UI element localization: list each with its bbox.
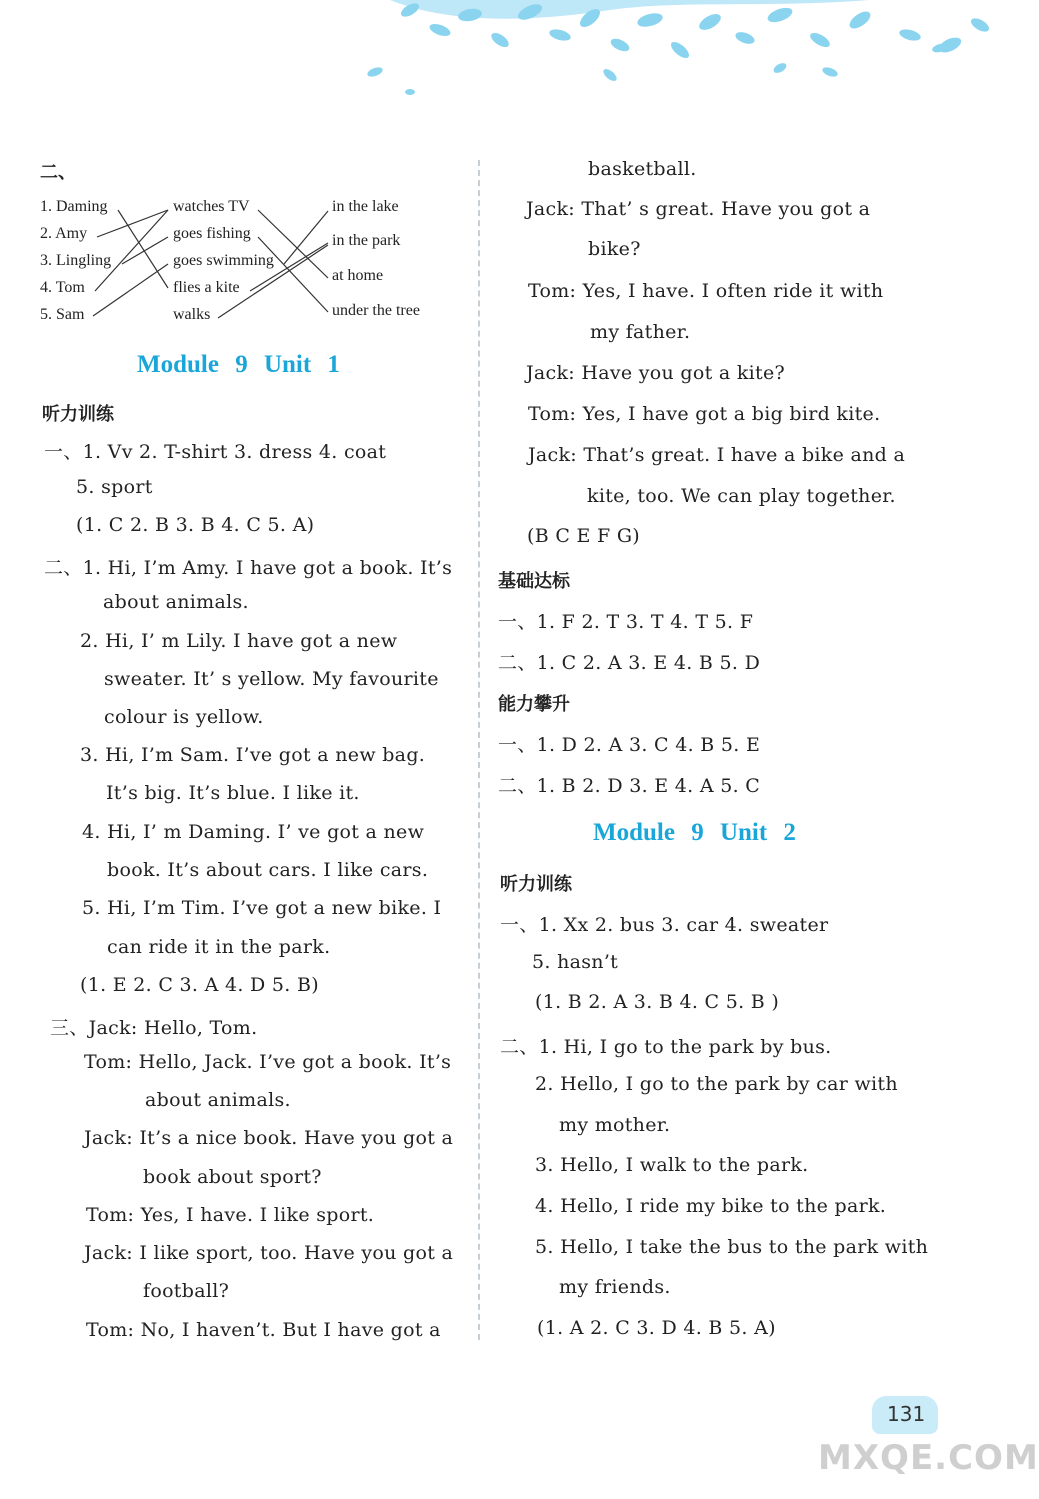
section-2-label: 二、 xyxy=(40,162,76,183)
answer-line: (1. E 2. C 3. A 4. D 5. B) xyxy=(80,974,319,996)
matching-place-1: in the lake xyxy=(332,198,399,215)
answer-line: 3. Hi, I’m Sam. I’ve got a new bag. xyxy=(80,744,426,766)
answer-line: 5. sport xyxy=(76,476,153,498)
answer-line: bike? xyxy=(588,238,641,260)
answer-line: 4. Hello, I ride my bike to the park. xyxy=(535,1195,887,1217)
heading-nengli: 能力攀升 xyxy=(498,694,570,715)
heading-tingli-1: 听力训练 xyxy=(42,404,114,425)
matching-action-2: goes fishing xyxy=(173,225,251,242)
answer-line: (1. A 2. C 3. D 4. B 5. A) xyxy=(537,1317,776,1339)
answer-line: (1. B 2. A 3. B 4. C 5. B ) xyxy=(535,991,780,1013)
matching-place-3: at home xyxy=(332,267,384,284)
matching-action-3: goes swimming xyxy=(173,252,274,269)
matching-place-4: under the tree xyxy=(332,302,420,319)
answer-line: my father. xyxy=(590,321,691,343)
answer-line: 5. Hello, I take the bus to the park with xyxy=(535,1236,929,1258)
answer-line: Jack: It’s a nice book. Have you got a xyxy=(84,1127,454,1149)
matching-action-4: flies a kite xyxy=(173,279,240,296)
heading-jichu: 基础达标 xyxy=(498,571,570,592)
answer-line: Jack: That’ s great. Have you got a xyxy=(526,198,871,220)
matching-name-4: 4. Tom xyxy=(40,279,85,296)
answer-line: (B C E F G) xyxy=(527,525,641,547)
answer-line: can ride it in the park. xyxy=(107,936,331,958)
matching-action-1: watches TV xyxy=(173,198,250,215)
answer-line: football? xyxy=(143,1280,230,1302)
answer-line: 3. Hello, I walk to the park. xyxy=(535,1154,809,1176)
answer-line: Jack: Have you got a kite? xyxy=(526,362,786,384)
answer-line: 2. Hello, I go to the park by car with xyxy=(535,1073,898,1095)
answer-line: It’s big. It’s blue. I like it. xyxy=(106,782,360,804)
answer-line: Jack: I like sport, too. Have you got a xyxy=(84,1242,454,1264)
answer-line: 二、1. Hi, I’m Amy. I have got a book. It’s xyxy=(44,557,453,579)
answer-line: 二、1. C 2. A 3. E 4. B 5. D xyxy=(498,652,761,674)
answer-line: 5. Hi, I’m Tim. I’ve got a new bike. I xyxy=(82,897,442,919)
heading-tingli-2: 听力训练 xyxy=(500,874,572,895)
matching-name-5: 5. Sam xyxy=(40,306,85,323)
answer-line: Jack: That’s great. I have a bike and a xyxy=(528,444,906,466)
module-title-unit-2: Module 9 Unit 2 xyxy=(593,819,796,846)
module-title-unit-1: Module 9 Unit 1 xyxy=(137,351,340,378)
answer-line: book about sport? xyxy=(143,1166,322,1188)
answer-line: 一、1. Xx 2. bus 3. car 4. sweater xyxy=(500,914,829,936)
matching-name-1: 1. Daming xyxy=(40,198,108,215)
answer-line: sweater. It’ s yellow. My favourite xyxy=(104,668,439,690)
answer-line: book. It’s about cars. I like cars. xyxy=(107,859,429,881)
answer-line: about animals. xyxy=(103,591,249,613)
answer-line: basketball. xyxy=(588,158,697,180)
matching-place-2: in the park xyxy=(332,232,401,249)
answer-line: (1. C 2. B 3. B 4. C 5. A) xyxy=(76,514,315,536)
watermark: MXQE.COM xyxy=(818,1438,1039,1478)
answer-line: 2. Hi, I’ m Lily. I have got a new xyxy=(80,630,398,652)
answer-line: 二、1. B 2. D 3. E 4. A 5. C xyxy=(498,775,761,797)
answer-line: kite, too. We can play together. xyxy=(587,485,896,507)
answer-line: 一、1. F 2. T 3. T 4. T 5. F xyxy=(498,611,754,633)
matching-action-5: walks xyxy=(173,306,211,323)
answer-line: Tom: Yes, I have got a big bird kite. xyxy=(528,403,881,425)
answer-line: 三、Jack: Hello, Tom. xyxy=(50,1017,258,1039)
answer-line: colour is yellow. xyxy=(104,706,264,728)
answer-line: Tom: Yes, I have. I often ride it with xyxy=(528,280,884,302)
answer-line: 5. hasn’t xyxy=(532,951,619,973)
matching-lines xyxy=(0,0,480,340)
answer-line: Tom: Yes, I have. I like sport. xyxy=(86,1204,375,1226)
answer-line: my friends. xyxy=(559,1276,671,1298)
answer-line: Tom: No, I haven’t. But I have got a xyxy=(86,1319,441,1341)
answer-line: 4. Hi, I’ m Daming. I’ ve got a new xyxy=(82,821,425,843)
answer-line: Tom: Hello, Jack. I’ve got a book. It’s xyxy=(84,1051,452,1073)
matching-name-2: 2. Amy xyxy=(40,225,88,242)
matching-name-3: 3. Lingling xyxy=(40,252,112,269)
answer-line: 二、1. Hi, I go to the park by bus. xyxy=(500,1036,832,1058)
page-number: 131 xyxy=(887,1402,926,1426)
answer-line: 一、1. D 2. A 3. C 4. B 5. E xyxy=(498,734,761,756)
answer-line: about animals. xyxy=(145,1089,291,1111)
answer-line: my mother. xyxy=(559,1114,671,1136)
answer-line: 一、1. Vv 2. T-shirt 3. dress 4. coat xyxy=(44,441,387,463)
